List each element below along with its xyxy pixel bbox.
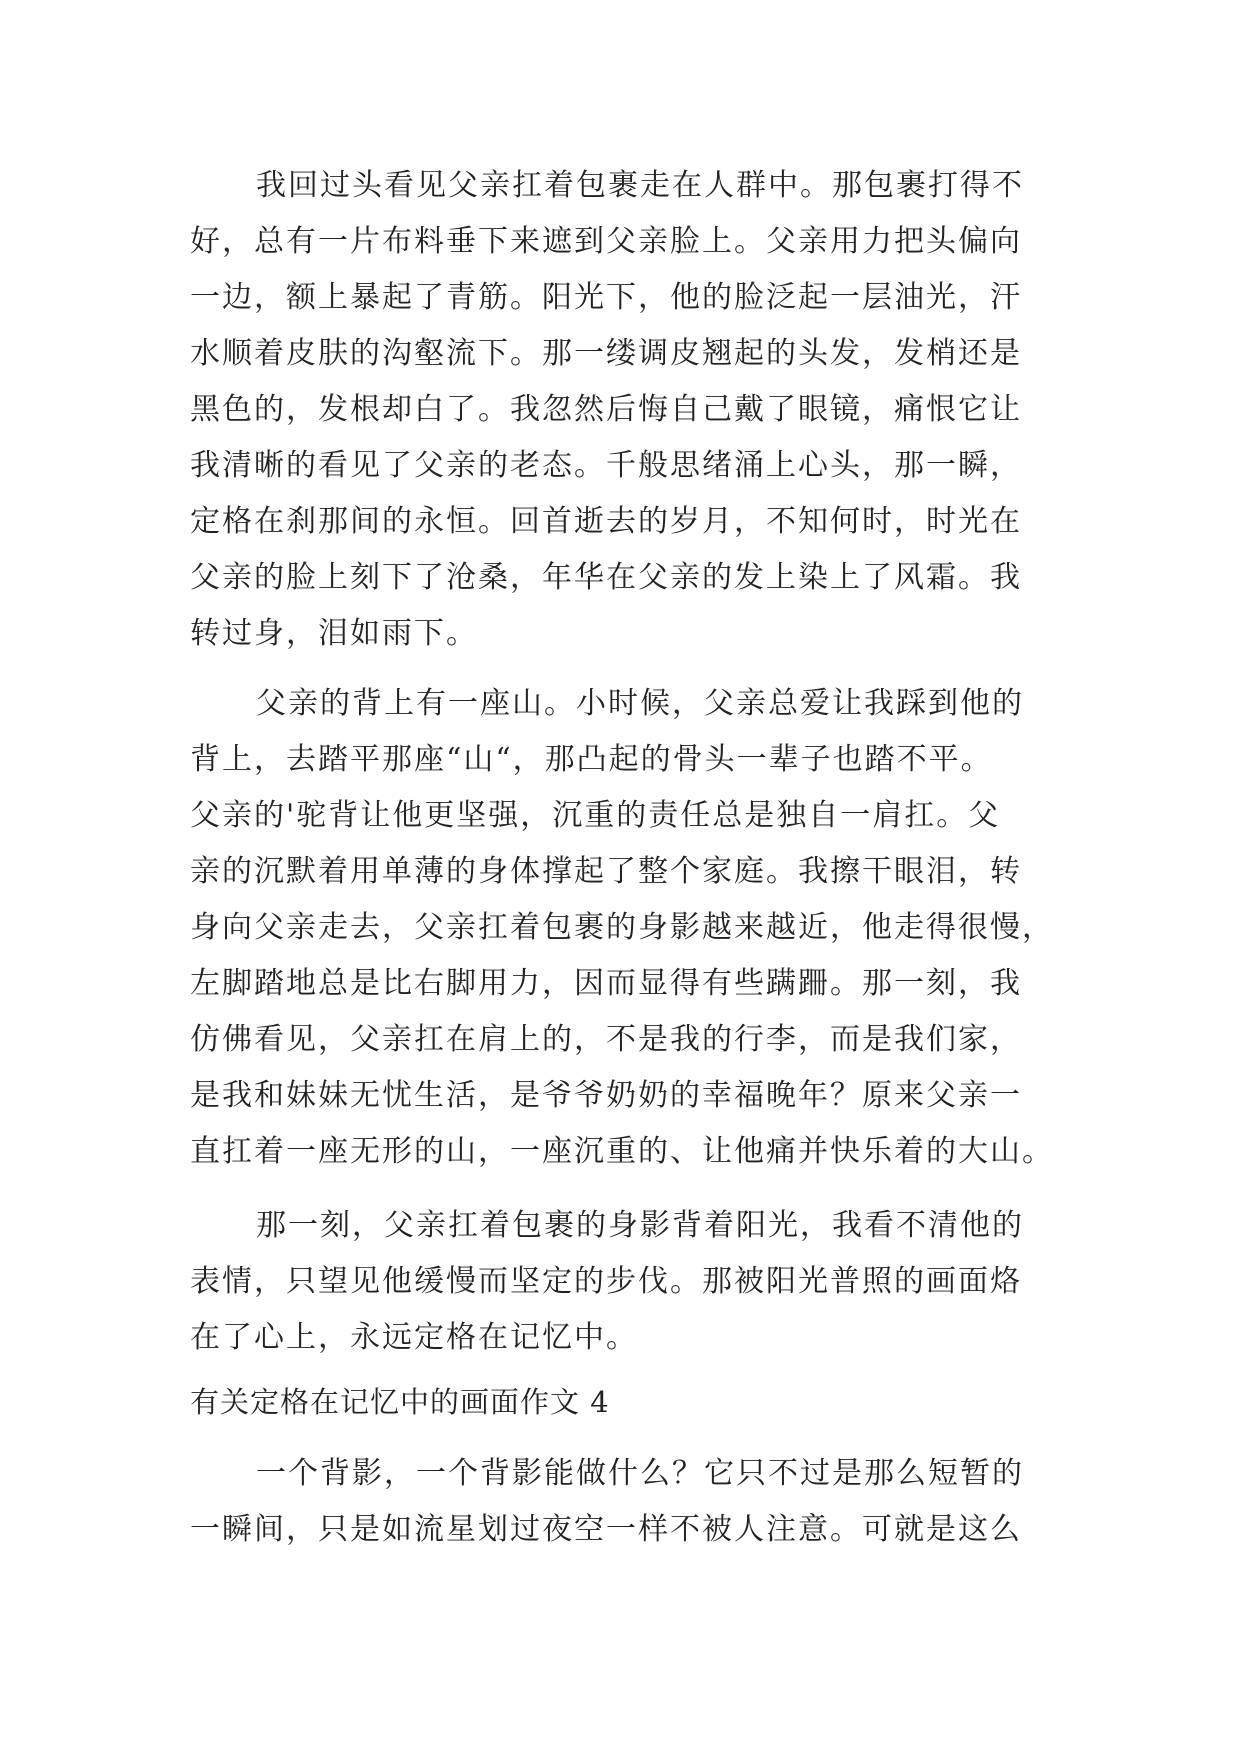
text-line: 一边，额上暴起了青筋。阳光下，他的脸泛起一层油光，汗 bbox=[190, 280, 1022, 315]
text-line: 在了心上，永远定格在记忆中。 bbox=[190, 1320, 638, 1355]
section-heading: 有关定格在记忆中的画面作文 4 bbox=[190, 1385, 610, 1419]
text-line: 那一刻，父亲扛着包裹的身影背着阳光，我看不清他的 bbox=[256, 1208, 1024, 1243]
text-line: 我清晰的看见了父亲的老态。千般思绪涌上心头，那一瞬， bbox=[190, 448, 1022, 483]
text-line: 父亲的背上有一座山。小时候，父亲总爱让我踩到他的 bbox=[256, 686, 1024, 721]
text-line: 背上，去踏平那座“山“，那凸起的骨头一辈子也踏不平。 bbox=[190, 742, 993, 777]
text-line: 黑色的，发根却白了。我忽然后悔自己戴了眼镜，痛恨它让 bbox=[190, 392, 1022, 427]
text-line: 身向父亲走去，父亲扛着包裹的身影越来越近，他走得很慢， bbox=[190, 910, 1054, 945]
text-line: 父亲的'驼背让他更坚强，沉重的责任总是独自一肩扛。父 bbox=[190, 798, 1001, 833]
text-line: 好，总有一片布料垂下来遮到父亲脸上。父亲用力把头偏向 bbox=[190, 224, 1022, 259]
text-line: 是我和妹妹无忧生活，是爷爷奶奶的幸福晚年？原来父亲一 bbox=[190, 1078, 1022, 1113]
text-line: 直扛着一座无形的山，一座沉重的、让他痛并快乐着的大山。 bbox=[190, 1134, 1054, 1169]
text-line: 左脚踏地总是比右脚用力，因而显得有些蹒跚。那一刻，我 bbox=[190, 966, 1022, 1001]
text-line: 仿佛看见，父亲扛在肩上的，不是我的行李，而是我们家， bbox=[190, 1022, 1022, 1057]
text-line: 亲的沉默着用单薄的身体撑起了整个家庭。我擦干眼泪，转 bbox=[190, 854, 1022, 889]
text-line: 定格在刹那间的永恒。回首逝去的岁月，不知何时，时光在 bbox=[190, 504, 1022, 539]
text-line: 父亲的脸上刻下了沧桑，年华在父亲的发上染上了风霜。我 bbox=[190, 560, 1022, 595]
text-line: 水顺着皮肤的沟壑流下。那一缕调皮翘起的头发，发梢还是 bbox=[190, 336, 1022, 371]
text-line: 一瞬间，只是如流星划过夜空一样不被人注意。可就是这么 bbox=[190, 1512, 1022, 1547]
text-line: 一个背影，一个背影能做什么？它只不过是那么短暂的 bbox=[256, 1456, 1024, 1491]
text-line: 我回过头看见父亲扛着包裹走在人群中。那包裹打得不 bbox=[256, 168, 1024, 203]
text-line: 转过身，泪如雨下。 bbox=[190, 616, 478, 651]
text-line: 表情，只望见他缓慢而坚定的步伐。那被阳光普照的画面烙 bbox=[190, 1264, 1022, 1299]
